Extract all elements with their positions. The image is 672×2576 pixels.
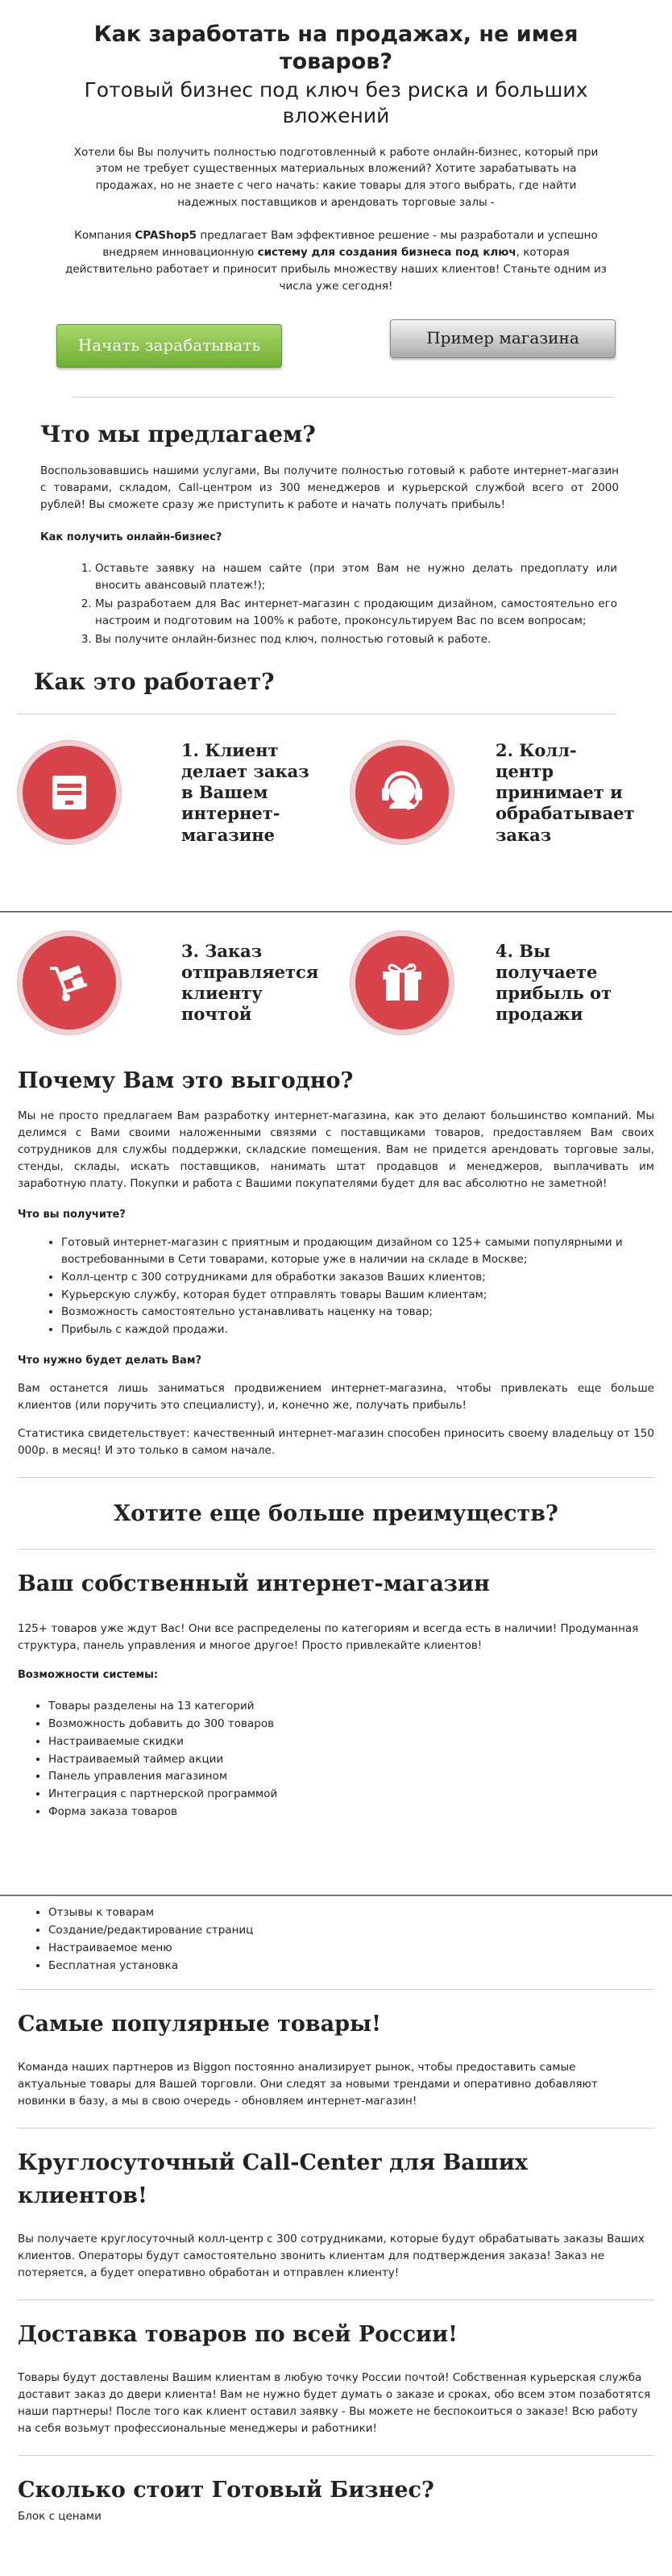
hero-section xyxy=(0,0,672,295)
what-you-get-list xyxy=(0,1234,672,1339)
step-2-text: 2. Колл-центр принимает и обрабатывает заказ xyxy=(496,739,635,845)
shop-example-button[interactable]: Пример магазина xyxy=(390,319,616,358)
list-item: • Готовый интернет-магазин с приятным и продающим дизайном со 125+ самыми популярными и востребованными в Сети товарами, которые уже в наличии на складе в Москве; xyxy=(61,1234,654,1268)
divider xyxy=(18,2299,654,2300)
divider xyxy=(18,1549,654,1550)
list-item: • Прибыль с каждой продажи. xyxy=(61,1321,654,1338)
divider xyxy=(18,1477,654,1478)
list-item: • Настраиваемые скидки xyxy=(48,1733,672,1750)
list-item: • Форма заказа товаров xyxy=(48,1804,672,1821)
why-title: Почему Вам это выгодно? xyxy=(18,1068,354,1094)
step-circle xyxy=(351,741,454,844)
company-system-highlight: систему для создания бизнеса под ключ xyxy=(257,246,516,260)
delivery-title: Доставка товаров по всей России! xyxy=(18,2322,458,2347)
price-title: Сколько стоит Готовый Бизнес? xyxy=(18,2477,434,2503)
popular-title: Самые популярные товары! xyxy=(18,2011,381,2037)
what-to-do-text: Вам останется лишь заниматься продвижением интернет-магазина, чтобы привлекать еще больше клиентов (или поручить это специалисту), и, конечно же, получать прибыль! xyxy=(18,1382,654,1413)
more-advantages-title: Хотите еще больше преимуществ? xyxy=(114,1501,558,1527)
list-item: 3. Вы получите онлайн-бизнес под ключ, полностью готовый к работе. xyxy=(95,631,617,648)
step-circle xyxy=(351,931,454,1034)
hero-subtitle: Готовый бизнес под ключ без риска и больших вложений xyxy=(84,77,588,127)
popular-section xyxy=(0,2008,672,2110)
delivery-section xyxy=(0,2318,672,2437)
what-you-get-label: Что вы получите? xyxy=(18,1208,126,1221)
callcenter-text: Вы получаете круглосуточный колл-центр с 300 сотрудниками, которые будут обрабатывать заказы Ваших клиентов. Операторы будут самостоятельно звонить клиентам для подтверждения заказа! Заказ не потеряется, а будет оперативно обработан и отправлен клиенту! xyxy=(18,2233,645,2280)
why-section-more xyxy=(0,1353,672,1459)
start-earning-button[interactable]: Начать зарабатывать xyxy=(56,324,282,368)
price-section xyxy=(0,2474,672,2526)
price-block-text: Блок с ценами xyxy=(18,2510,102,2524)
list-item: • Интеграция с партнерской программой xyxy=(48,1786,672,1803)
callcenter-title: Круглосуточный Call-Center для Ваших клиентов! xyxy=(18,2149,528,2209)
divider xyxy=(18,1989,654,1990)
system-features-list xyxy=(0,1698,672,1821)
list-item: • Возможность самостоятельно устанавливать наценку на товар; xyxy=(61,1304,654,1321)
list-item: • Курьерскую службу, которая будет отправлять товары Вашим клиентам; xyxy=(61,1287,654,1304)
list-item: 2. Мы разработаем для Вас интернет-магазин с продающим дизайном, самостоятельно его настроим и подготовим на 100% к работе, проконсультируем Вас по всем вопросам; xyxy=(95,596,617,630)
hero-intro: Хотели бы Вы получить полностью подготовленный к работе онлайн-бизнес, который при этом не требует существенных материальных вложений? Хотите зарабатывать на продажах, но не знаете с чего начать: какие товары для этого выбрать, где найти надежных поставщиков и арендовать торговые залы - xyxy=(73,145,599,210)
offer-title: Что мы предлагаем? xyxy=(40,420,316,447)
what-to-do-label: Что нужно будет делать Вам? xyxy=(18,1355,201,1367)
cta-buttons xyxy=(0,324,672,368)
order-form-icon xyxy=(41,764,97,821)
headset-operator-icon xyxy=(371,762,433,823)
system-features-label: Возможности системы: xyxy=(18,1668,159,1681)
how-to-get-label: Как получить онлайн-бизнес? xyxy=(40,531,222,544)
offer-steps-list xyxy=(0,560,672,648)
list-item: • Колл-центр с 300 сотрудниками для обработки заказов Ваших клиентов; xyxy=(61,1269,654,1286)
offer-text: Воспользовавшись нашими услугами, Вы получите полностью готовый к работе интернет-магазин с товарами, складом, Call-центром из 300 менеджеров и курьерской службой всего от 2000 рублей! Вы сможете сразу же приступить к работе и начать получать прибыль! xyxy=(40,464,619,512)
callcenter-section xyxy=(0,2146,672,2282)
step-circle xyxy=(18,931,121,1034)
delivery-cart-icon xyxy=(39,952,100,1013)
statistics-text: Статистика свидетельствует: качественный интернет-магазин способен приносить своему владельцу от 150 000р. в месяц! И это только в самом начале. xyxy=(18,1427,654,1458)
company-name: CPAShop5 xyxy=(135,229,197,243)
list-item: • Настраиваемое меню xyxy=(48,1940,672,1957)
shop-title: Ваш собственный интернет-магазин xyxy=(18,1571,490,1596)
delivery-text: Товары будут доставлены Вашим клиентам в любую точку России почтой! Собственная курьерская служба доставит заказ до двери клиента! Вам не нужно будет думать о заказе и сроках, обо всем этом позаботятся наши партнеры! После того как клиент оставил заявку - Вы можете не беспокоиться о заказе! Всю работу на себя возьмут профессиональные менеджеры и работники! xyxy=(18,2370,651,2435)
list-item: • Отзывы к товарам xyxy=(48,1904,672,1921)
how-it-works-title: Как это работает? xyxy=(34,668,275,695)
shop-section xyxy=(0,1567,672,1683)
step-circle xyxy=(18,741,121,844)
step-3-text: 3. Заказ отправляется клиенту почтой xyxy=(181,940,319,1025)
why-section xyxy=(0,1064,672,1223)
list-item: • Товары разделены на 13 категорий xyxy=(48,1698,672,1715)
why-text: Мы не просто предлагаем Вам разработку интернет-магазина, как это делают большинство компаний. Мы делимся с Вами своими наложенными связями с поставщиками товаров, предоставляем Вам своих сотрудников для службы поддержки, складские помещения. Вам не придется арендовать торговые залы, стенды, склады, искать поставщиков, нанимать штат продавцов и менеджеров, выплачивать им заработную плату. Покупки и работа с Вашими покупателями будет для вас абсолютно не заметной! xyxy=(18,1109,654,1190)
hero-title: Как заработать на продажах, не имея товаров? xyxy=(93,22,579,74)
list-item: 1. Оставьте заявку на нашем сайте (при этом Вам не нужно делать предоплату или вносить авансовый платеж!); xyxy=(95,560,617,594)
how-steps-row-2 xyxy=(0,922,672,1043)
step-1-text: 1. Клиент делает заказ в Вашем интернет-магазине xyxy=(181,739,309,845)
how-steps-row-1 xyxy=(0,732,672,853)
gift-box-icon xyxy=(371,952,433,1013)
system-features-list-continued xyxy=(0,1904,672,1975)
divider xyxy=(18,2455,654,2456)
list-item: • Панель управления магазином xyxy=(48,1768,672,1785)
offer-section xyxy=(0,417,672,546)
list-item: • Бесплатная установка xyxy=(48,1958,672,1975)
list-item: • Возможность добавить до 300 товаров xyxy=(48,1716,672,1733)
hero-company-text: Компания CPAShop5 предлагает Вам эффективное решение - мы разработали и успешно внедряем инновационную систему для создания бизнеса под ключ, которая действительно работает и приносит прибыль множеству наших клиентов! Станьте одним из числа уже сегодня! xyxy=(65,229,607,293)
list-item: • Создание/редактирование страниц xyxy=(48,1922,672,1939)
step-4-text: 4. Вы получаете прибыль от продажи xyxy=(496,940,612,1025)
divider xyxy=(18,2128,654,2129)
list-item: • Настраиваемый таймер акции xyxy=(48,1751,672,1768)
popular-text: Команда наших партнеров из Biggon постоянно анализирует рынок, чтобы предоставить самые актуальные товары для Вашей торговли. Они следят за новыми трендами и оперативно добавляют новинки в базу, а мы в свою очередь - обновляем интернет-магазин! xyxy=(18,2060,598,2108)
screen-divider xyxy=(0,1895,672,1896)
shop-text: 125+ товаров уже ждут Вас! Они все распределены по категориям и всегда есть в наличии! Продуманная структура, панель управления и многое другое! Просто привлекайте клиентов! xyxy=(18,1621,639,1652)
screen-divider xyxy=(0,911,672,913)
